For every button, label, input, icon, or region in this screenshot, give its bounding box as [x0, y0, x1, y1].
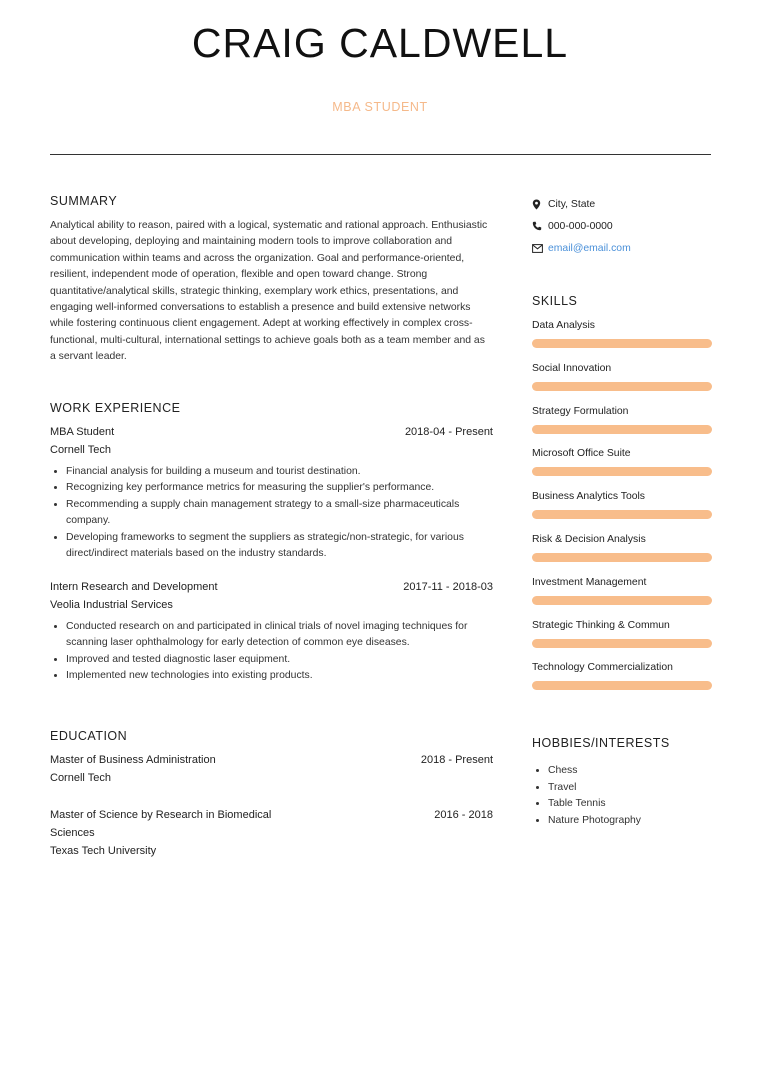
- job-dates: 2018-04 - Present: [404, 425, 493, 438]
- skill-item: [532, 448, 712, 491]
- skills-title: SKILLS: [532, 294, 578, 308]
- job-position: Intern Research and Development: [50, 580, 218, 593]
- skill-name: Microsoft Office Suite: [532, 448, 631, 460]
- job-bullet: • Implemented new technologies into existing products.: [66, 668, 493, 685]
- hobby-item: • Table Tennis: [548, 796, 712, 813]
- job-position: MBA Student: [50, 425, 115, 438]
- candidate-name: CRAIG CALDWELL: [191, 20, 569, 66]
- skill-bar: [532, 553, 712, 562]
- skill-name: Technology Commercialization: [532, 662, 673, 674]
- skill-name: Data Analysis: [532, 320, 595, 331]
- contact-phone: [532, 215, 712, 237]
- job-company: Cornell Tech: [50, 443, 111, 456]
- skill-bar: [532, 425, 712, 434]
- job-bullet: • Recognizing key performance metrics for measuring the supplier's performance.: [66, 480, 493, 497]
- education-degree: Master of Business Administration: [50, 753, 216, 766]
- job-entry: [50, 581, 493, 685]
- education-entry: [50, 806, 493, 860]
- summary-text: Analytical ability to reason, paired with a logical, systematic and rational approach. Enthusiastic about developing, deploying and maintaining modern tools to improve collaboration and communication within teams and across the organization. Goal and performance-oriented, resilient, independent mode of operation, flexible and open toward change. Strong quantitative/analytical skills, strategic thinking, exemplary work ethics, presentations, and engaging well-informed conversations to establish a presence and build extensive networks while fostering continuous client engagement. Adept at working effectively in complex cross-functional, multi-cultural, international settings to achieve goals both as a team member and as a servant leader.: [50, 220, 488, 363]
- summary-title: SUMMARY: [50, 194, 118, 208]
- skill-name: Risk & Decision Analysis: [532, 533, 646, 545]
- skill-bar: [532, 681, 712, 690]
- skill-item: [532, 577, 712, 620]
- map-pin-icon: [532, 199, 548, 210]
- hobbies-list: [532, 763, 712, 829]
- job-bullets: [50, 619, 493, 685]
- education-dates: 2016 - 2018: [434, 808, 493, 821]
- skill-item: [532, 534, 712, 577]
- work-title: WORK EXPERIENCE: [50, 400, 181, 415]
- hobby-item: • Chess: [548, 763, 712, 780]
- job-bullets: [50, 464, 493, 563]
- skill-item: [532, 406, 712, 449]
- skills-section: [532, 294, 712, 705]
- skill-name: Investment Management: [532, 576, 647, 588]
- hobby-item: • Nature Photography: [548, 813, 712, 830]
- work-section: [50, 401, 493, 685]
- skill-item: [532, 320, 712, 363]
- skill-item: [532, 363, 712, 406]
- skill-bar: [532, 639, 712, 648]
- summary-section: [50, 194, 493, 366]
- education-entry: [50, 751, 493, 787]
- candidate-role: MBA STUDENT: [332, 100, 428, 114]
- contact-location: [532, 193, 712, 215]
- job-bullet: • Recommending a supply chain management strategy to a small-size pharmaceuticals company.: [66, 497, 493, 530]
- skill-name: Strategic Thinking & Commun: [532, 619, 670, 631]
- skill-name: Strategy Formulation: [532, 405, 629, 417]
- education-school: Cornell Tech: [50, 771, 111, 784]
- skill-bar: [532, 339, 712, 348]
- skill-name: Business Analytics Tools: [532, 491, 646, 503]
- skill-item: [532, 620, 712, 663]
- side-column: [532, 193, 712, 829]
- phone-text: 000-000-0000: [548, 220, 613, 232]
- education-degree: Master of Science by Research in Biomedical Sciences: [50, 808, 272, 839]
- header-divider: [50, 154, 711, 155]
- contact-section: [532, 193, 712, 259]
- email-link[interactable]: email@email.com: [548, 242, 631, 254]
- job-dates: 2017-11 - 2018-03: [403, 580, 493, 593]
- job-bullet: • Developing frameworks to segment the suppliers as strategic/non-strategic, for various direct/indirect materials based on the industry standards.: [66, 530, 493, 563]
- education-dates: 2018 - Present: [420, 753, 493, 766]
- education-title: EDUCATION: [50, 728, 128, 743]
- hobbies-section: [532, 736, 712, 829]
- job-bullet: • Conducted research on and participated in clinical trials of novel imaging techniques for scanning laser ophthalmology for early detection of common eye diseases.: [66, 619, 493, 652]
- phone-icon: [532, 221, 548, 231]
- job-bullet: • Improved and tested diagnostic laser equipment.: [66, 652, 493, 669]
- skill-bar: [532, 510, 712, 519]
- hobby-item: • Travel: [548, 780, 712, 797]
- education-section: [50, 729, 493, 860]
- skill-bar: [532, 382, 712, 391]
- skill-bar: [532, 467, 712, 476]
- hobbies-title: HOBBIES/INTERESTS: [532, 736, 670, 751]
- skills-list: [532, 320, 712, 705]
- skill-bar: [532, 596, 712, 605]
- skill-item: [532, 662, 712, 705]
- skill-name: Social Innovation: [532, 362, 612, 374]
- envelope-icon: [532, 244, 548, 253]
- education-school: Texas Tech University: [50, 844, 157, 857]
- skill-item: [532, 491, 712, 534]
- contact-email[interactable]: [532, 237, 712, 259]
- main-column: [50, 194, 493, 860]
- location-text: City, State: [548, 198, 596, 210]
- job-bullet: • Financial analysis for building a museum and tourist destination.: [66, 464, 493, 481]
- job-company: Veolia Industrial Services: [50, 598, 173, 611]
- job-entry: [50, 426, 493, 563]
